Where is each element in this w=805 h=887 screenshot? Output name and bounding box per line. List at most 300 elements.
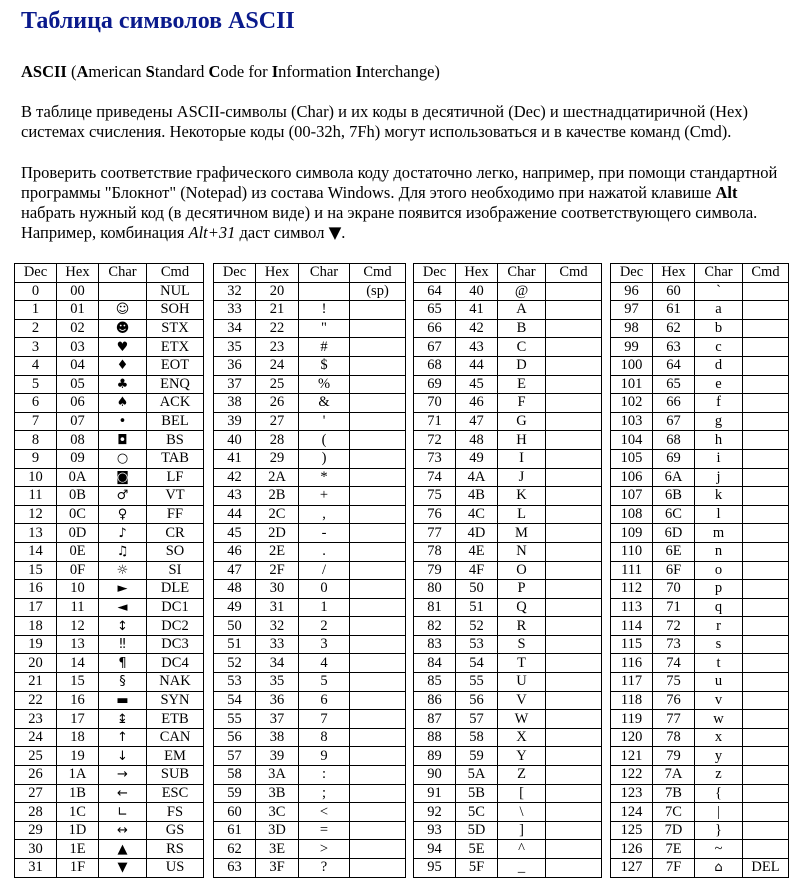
char-cell: w — [695, 710, 743, 729]
table-row — [214, 412, 406, 431]
cmd-cell — [546, 580, 602, 599]
char-cell: u — [695, 673, 743, 692]
dec-cell: 106 — [611, 468, 653, 487]
dec-cell: 104 — [611, 431, 653, 450]
cmd-cell — [350, 617, 406, 636]
hex-cell: 23 — [256, 338, 299, 357]
cmd-cell — [546, 840, 602, 859]
table-row — [414, 691, 602, 710]
dec-cell: 118 — [611, 691, 653, 710]
subtitle-word: nformation — [278, 62, 356, 81]
hex-cell: 58 — [456, 728, 498, 747]
hex-cell: 5E — [456, 840, 498, 859]
char-cell: L — [498, 505, 546, 524]
dec-cell: 90 — [414, 766, 456, 785]
cmd-cell — [743, 598, 789, 617]
dec-cell: 69 — [414, 375, 456, 394]
table-row — [414, 338, 602, 357]
dec-cell: 14 — [15, 542, 57, 561]
hex-cell: 30 — [256, 580, 299, 599]
subtitle-word: nterchange — [362, 62, 435, 81]
hex-cell: 7D — [653, 821, 695, 840]
alt-key-label: Alt — [715, 183, 738, 202]
table-row — [611, 412, 789, 431]
char-cell: ♣ — [99, 375, 147, 394]
table-row — [214, 710, 406, 729]
dec-cell: 26 — [15, 766, 57, 785]
table-row — [15, 784, 204, 803]
cmd-cell — [546, 431, 602, 450]
cmd-cell — [350, 766, 406, 785]
char-cell: % — [299, 375, 350, 394]
table-row — [611, 598, 789, 617]
table-row — [214, 338, 406, 357]
hex-cell: 08 — [57, 431, 99, 450]
cmd-cell — [350, 728, 406, 747]
hex-cell: 56 — [456, 691, 498, 710]
table-row — [15, 691, 204, 710]
char-cell: ↑ — [99, 728, 147, 747]
header-cmd: Cmd — [546, 264, 602, 283]
hex-cell: 69 — [653, 449, 695, 468]
cmd-cell — [743, 747, 789, 766]
char-cell: f — [695, 394, 743, 413]
char-cell: ] — [498, 821, 546, 840]
cmd-cell: FF — [147, 505, 204, 524]
cmd-cell: ETX — [147, 338, 204, 357]
table-row — [611, 710, 789, 729]
char-cell: p — [695, 580, 743, 599]
cmd-cell: DC3 — [147, 635, 204, 654]
hex-cell: 54 — [456, 654, 498, 673]
cmd-cell — [350, 598, 406, 617]
table-row — [15, 617, 204, 636]
table-row — [414, 301, 602, 320]
header-hex: Hex — [653, 264, 695, 283]
table-row — [611, 338, 789, 357]
hex-cell: 3C — [256, 803, 299, 822]
cmd-cell — [743, 524, 789, 543]
char-cell — [99, 282, 147, 301]
char-cell: ? — [299, 859, 350, 878]
subtitle-word: merican — [88, 62, 146, 81]
cmd-cell: VT — [147, 487, 204, 506]
char-cell: = — [299, 821, 350, 840]
hex-cell: 38 — [256, 728, 299, 747]
hex-cell: 76 — [653, 691, 695, 710]
cmd-cell — [350, 803, 406, 822]
char-cell: 8 — [299, 728, 350, 747]
char-cell: ▼ — [99, 859, 147, 878]
cmd-cell — [743, 784, 789, 803]
cmd-cell: US — [147, 859, 204, 878]
subtitle-initial: I — [355, 62, 363, 81]
table-row — [15, 524, 204, 543]
cmd-cell — [546, 728, 602, 747]
char-cell: i — [695, 449, 743, 468]
cmd-cell — [350, 654, 406, 673]
hex-cell: 04 — [57, 356, 99, 375]
cmd-cell — [546, 487, 602, 506]
table-row — [214, 635, 406, 654]
dec-cell: 80 — [414, 580, 456, 599]
char-cell: ← — [99, 784, 147, 803]
hex-cell: 0A — [57, 468, 99, 487]
char-cell: a — [695, 301, 743, 320]
table-row — [214, 840, 406, 859]
hex-cell: 61 — [653, 301, 695, 320]
hex-cell: 0B — [57, 487, 99, 506]
table-row — [214, 468, 406, 487]
hex-cell: 71 — [653, 598, 695, 617]
hex-cell: 7F — [653, 859, 695, 878]
table-row — [214, 747, 406, 766]
table-row — [414, 394, 602, 413]
char-cell: x — [695, 728, 743, 747]
cmd-cell — [546, 282, 602, 301]
table-row — [15, 747, 204, 766]
char-cell: z — [695, 766, 743, 785]
table-row — [611, 282, 789, 301]
dec-cell: 99 — [611, 338, 653, 357]
header-hex: Hex — [57, 264, 99, 283]
char-cell: C — [498, 338, 546, 357]
dec-cell: 95 — [414, 859, 456, 878]
char-cell: + — [299, 487, 350, 506]
cmd-cell — [546, 710, 602, 729]
dec-cell: 53 — [214, 673, 256, 692]
cmd-cell — [546, 821, 602, 840]
char-cell: # — [299, 338, 350, 357]
cmd-cell — [743, 301, 789, 320]
table-row — [611, 691, 789, 710]
char-cell: ↕ — [99, 617, 147, 636]
dec-cell: 36 — [214, 356, 256, 375]
cmd-cell — [350, 859, 406, 878]
dec-cell: 71 — [414, 412, 456, 431]
dec-cell: 70 — [414, 394, 456, 413]
hex-cell: 62 — [653, 319, 695, 338]
table-row — [214, 673, 406, 692]
dec-cell: 101 — [611, 375, 653, 394]
dec-cell: 34 — [214, 319, 256, 338]
cmd-cell — [546, 691, 602, 710]
hex-cell: 73 — [653, 635, 695, 654]
hex-cell: 02 — [57, 319, 99, 338]
char-cell: < — [299, 803, 350, 822]
dec-cell: 44 — [214, 505, 256, 524]
hex-cell: 77 — [653, 710, 695, 729]
dec-cell: 58 — [214, 766, 256, 785]
table-row — [611, 449, 789, 468]
hex-cell: 7E — [653, 840, 695, 859]
char-cell: 7 — [299, 710, 350, 729]
hex-cell: 24 — [256, 356, 299, 375]
table-row — [15, 282, 204, 301]
hex-cell: 18 — [57, 728, 99, 747]
table-row — [611, 524, 789, 543]
cmd-cell: DLE — [147, 580, 204, 599]
hex-cell: 48 — [456, 431, 498, 450]
table-row — [414, 821, 602, 840]
hex-cell: 5D — [456, 821, 498, 840]
cmd-cell — [743, 282, 789, 301]
cmd-cell — [350, 505, 406, 524]
hex-cell: 17 — [57, 710, 99, 729]
char-cell: " — [299, 319, 350, 338]
char-cell: { — [695, 784, 743, 803]
alt-combo-example: Alt+31 — [188, 223, 236, 242]
table-row — [414, 840, 602, 859]
char-cell: E — [498, 375, 546, 394]
dec-cell: 37 — [214, 375, 256, 394]
dec-cell: 92 — [414, 803, 456, 822]
dec-cell: 49 — [214, 598, 256, 617]
dec-cell: 43 — [214, 487, 256, 506]
char-cell: _ — [498, 859, 546, 878]
char-cell: ◘ — [99, 431, 147, 450]
table-row — [15, 859, 204, 878]
hex-cell: 2F — [256, 561, 299, 580]
table-row — [611, 580, 789, 599]
hex-cell: 70 — [653, 580, 695, 599]
table-row — [15, 598, 204, 617]
table-row — [414, 710, 602, 729]
cmd-cell — [743, 431, 789, 450]
hex-cell: 2D — [256, 524, 299, 543]
cmd-cell — [743, 673, 789, 692]
hex-cell: 39 — [256, 747, 299, 766]
char-cell: D — [498, 356, 546, 375]
char-cell: ► — [99, 580, 147, 599]
hex-cell: 09 — [57, 449, 99, 468]
table-row — [214, 301, 406, 320]
cmd-cell: SI — [147, 561, 204, 580]
hex-cell: 50 — [456, 580, 498, 599]
cmd-cell: ENQ — [147, 375, 204, 394]
char-cell: X — [498, 728, 546, 747]
table-row — [214, 375, 406, 394]
table-row — [15, 468, 204, 487]
table-row — [611, 356, 789, 375]
hex-cell: 29 — [256, 449, 299, 468]
hex-cell: 03 — [57, 338, 99, 357]
char-cell: K — [498, 487, 546, 506]
cmd-cell — [546, 505, 602, 524]
cmd-cell — [350, 431, 406, 450]
cmd-cell — [743, 412, 789, 431]
page-title: Таблица символов ASCII — [21, 8, 295, 34]
table-row — [611, 784, 789, 803]
table-row — [214, 598, 406, 617]
hex-cell: 46 — [456, 394, 498, 413]
dec-cell: 32 — [214, 282, 256, 301]
instructions-text: . — [341, 223, 346, 242]
hex-cell: 1A — [57, 766, 99, 785]
cmd-cell: SOH — [147, 301, 204, 320]
cmd-cell — [546, 561, 602, 580]
cmd-cell — [350, 301, 406, 320]
table-row — [15, 338, 204, 357]
table-row — [414, 617, 602, 636]
cmd-cell — [743, 394, 789, 413]
table-row — [414, 412, 602, 431]
hex-cell: 1D — [57, 821, 99, 840]
char-cell: 3 — [299, 635, 350, 654]
hex-cell: 45 — [456, 375, 498, 394]
cmd-cell: BS — [147, 431, 204, 450]
cmd-cell — [350, 561, 406, 580]
char-cell: Y — [498, 747, 546, 766]
hex-cell: 6B — [653, 487, 695, 506]
dec-cell: 45 — [214, 524, 256, 543]
table-row — [611, 561, 789, 580]
hex-cell: 6C — [653, 505, 695, 524]
char-cell: g — [695, 412, 743, 431]
table-row — [214, 524, 406, 543]
dec-cell: 33 — [214, 301, 256, 320]
table-row — [15, 542, 204, 561]
dec-cell: 97 — [611, 301, 653, 320]
cmd-cell — [546, 784, 602, 803]
char-cell: ♂ — [99, 487, 147, 506]
char-cell: 0 — [299, 580, 350, 599]
hex-cell: 12 — [57, 617, 99, 636]
dec-cell: 107 — [611, 487, 653, 506]
table-row — [214, 282, 406, 301]
dec-cell: 29 — [15, 821, 57, 840]
table-row — [15, 654, 204, 673]
dec-cell: 54 — [214, 691, 256, 710]
hex-cell: 51 — [456, 598, 498, 617]
char-cell: ☺ — [99, 301, 147, 320]
hex-cell: 47 — [456, 412, 498, 431]
char-cell: ◄ — [99, 598, 147, 617]
cmd-cell — [546, 412, 602, 431]
hex-cell: 15 — [57, 673, 99, 692]
hex-cell: 2E — [256, 542, 299, 561]
char-cell: ^ — [498, 840, 546, 859]
hex-cell: 19 — [57, 747, 99, 766]
cmd-cell — [546, 375, 602, 394]
table-row — [414, 487, 602, 506]
hex-cell: 59 — [456, 747, 498, 766]
dec-cell: 126 — [611, 840, 653, 859]
cmd-cell: LF — [147, 468, 204, 487]
hex-cell: 00 — [57, 282, 99, 301]
dec-cell: 12 — [15, 505, 57, 524]
table-row — [15, 487, 204, 506]
dec-cell: 121 — [611, 747, 653, 766]
char-cell: r — [695, 617, 743, 636]
char-cell: ~ — [695, 840, 743, 859]
hex-cell: 2B — [256, 487, 299, 506]
char-cell: s — [695, 635, 743, 654]
cmd-cell — [546, 803, 602, 822]
table-row — [414, 505, 602, 524]
table-row — [611, 301, 789, 320]
cmd-cell — [743, 710, 789, 729]
dec-cell: 67 — [414, 338, 456, 357]
cmd-cell — [546, 766, 602, 785]
hex-cell: 78 — [653, 728, 695, 747]
hex-cell: 75 — [653, 673, 695, 692]
dec-cell: 66 — [414, 319, 456, 338]
cmd-cell — [743, 487, 789, 506]
dec-cell: 16 — [15, 580, 57, 599]
table-row — [414, 580, 602, 599]
hex-cell: 49 — [456, 449, 498, 468]
hex-cell: 33 — [256, 635, 299, 654]
hex-cell: 65 — [653, 375, 695, 394]
header-char: Char — [99, 264, 147, 283]
cmd-cell — [743, 449, 789, 468]
cmd-cell: FS — [147, 803, 204, 822]
hex-cell: 7A — [653, 766, 695, 785]
cmd-cell — [350, 673, 406, 692]
char-cell: & — [299, 394, 350, 413]
hex-cell: 74 — [653, 654, 695, 673]
char-cell: h — [695, 431, 743, 450]
char-cell: ♀ — [99, 505, 147, 524]
cmd-cell: CR — [147, 524, 204, 543]
hex-cell: 68 — [653, 431, 695, 450]
dec-cell: 117 — [611, 673, 653, 692]
char-cell: > — [299, 840, 350, 859]
table-row — [414, 859, 602, 878]
char-cell: 9 — [299, 747, 350, 766]
dec-cell: 61 — [214, 821, 256, 840]
table-row — [414, 728, 602, 747]
subtitle-initial: A — [76, 62, 89, 81]
cmd-cell: SUB — [147, 766, 204, 785]
dec-cell: 98 — [611, 319, 653, 338]
cmd-cell — [546, 468, 602, 487]
dec-cell: 65 — [414, 301, 456, 320]
char-cell: \ — [498, 803, 546, 822]
dec-cell: 75 — [414, 487, 456, 506]
cmd-cell — [546, 859, 602, 878]
hex-cell: 20 — [256, 282, 299, 301]
hex-cell: 3D — [256, 821, 299, 840]
char-cell: ` — [695, 282, 743, 301]
char-cell: ‼ — [99, 635, 147, 654]
cmd-cell — [350, 747, 406, 766]
table-row — [611, 487, 789, 506]
char-cell: b — [695, 319, 743, 338]
table-row — [15, 301, 204, 320]
triangle-down-symbol: ▼ — [328, 223, 342, 242]
dec-cell: 39 — [214, 412, 256, 431]
hex-cell: 66 — [653, 394, 695, 413]
dec-cell: 40 — [214, 431, 256, 450]
hex-cell: 72 — [653, 617, 695, 636]
dec-cell: 47 — [214, 561, 256, 580]
cmd-cell — [743, 803, 789, 822]
hex-cell: 3F — [256, 859, 299, 878]
cmd-cell — [350, 356, 406, 375]
cmd-cell — [743, 580, 789, 599]
table-row — [15, 319, 204, 338]
cmd-cell — [350, 821, 406, 840]
hex-cell: 4E — [456, 542, 498, 561]
char-cell: ↔ — [99, 821, 147, 840]
dec-cell: 127 — [611, 859, 653, 878]
dec-cell: 19 — [15, 635, 57, 654]
hex-cell: 05 — [57, 375, 99, 394]
dec-cell: 52 — [214, 654, 256, 673]
cmd-cell — [546, 319, 602, 338]
